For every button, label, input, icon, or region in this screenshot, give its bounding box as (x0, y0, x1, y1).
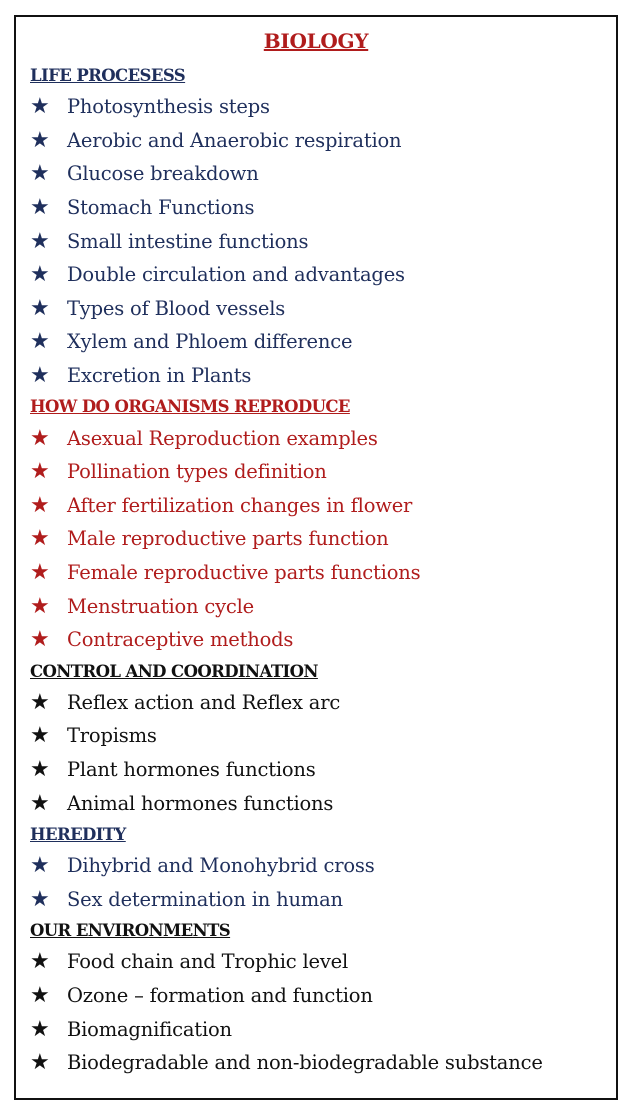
section-heading: LIFE PROCESESS (30, 66, 186, 85)
list-item (30, 786, 610, 820)
section-heading: OUR ENVIRONMENTS (30, 921, 231, 941)
star-icon: ★ (30, 689, 50, 715)
star-icon: ★ (30, 195, 50, 221)
star-icon: ★ (30, 425, 50, 451)
list-item-text: Aerobic and Anaerobic respiration (67, 128, 402, 152)
star-icon: ★ (30, 459, 50, 485)
list-item (30, 1012, 610, 1046)
star-icon: ★ (30, 853, 50, 879)
list-item-text: Sex determination in human (67, 887, 343, 911)
star-icon: ★ (30, 756, 50, 782)
star-icon: ★ (30, 94, 50, 120)
star-icon: ★ (30, 593, 50, 619)
list-item (30, 686, 610, 720)
list-item-text: Photosynthesis steps (67, 95, 270, 119)
page-title: BIOLOGY (263, 29, 369, 53)
star-icon: ★ (30, 982, 50, 1008)
list-item (30, 421, 610, 455)
section-heading: HEREDITY (30, 824, 126, 844)
list-item (30, 979, 610, 1013)
list-item (30, 489, 610, 523)
list-item-text: Dihybrid and Monohybrid cross (67, 854, 375, 878)
list-item-text: Male reproductive parts function (67, 527, 389, 551)
star-icon: ★ (30, 127, 50, 153)
list-item-text: Glucose breakdown (67, 162, 259, 186)
list-item-text: Types of Blood vessels (67, 296, 286, 320)
list-item (30, 224, 610, 258)
star-icon: ★ (30, 329, 50, 355)
star-icon: ★ (30, 1050, 50, 1076)
list-item (30, 157, 610, 191)
list-item (30, 719, 610, 753)
list-item (30, 753, 610, 787)
list-item-text: Female reproductive parts functions (67, 561, 421, 585)
list-item-text: Excretion in Plants (67, 364, 252, 388)
list-item (30, 124, 610, 158)
star-icon: ★ (30, 560, 50, 586)
list-item-text: Stomach Functions (67, 196, 255, 220)
star-icon: ★ (30, 723, 50, 749)
star-icon: ★ (30, 949, 50, 975)
star-icon: ★ (30, 886, 50, 912)
star-icon: ★ (30, 262, 50, 288)
list-item-text: After fertilization changes in flower (67, 493, 413, 517)
star-icon: ★ (30, 161, 50, 187)
list-item-text: Pollination types definition (67, 460, 327, 484)
list-item-text: Xylem and Phloem difference (67, 330, 353, 354)
star-icon: ★ (30, 363, 50, 389)
star-icon: ★ (30, 526, 50, 552)
list-item-text: Tropisms (67, 724, 157, 748)
list-item (30, 455, 610, 489)
list-item-text: Double circulation and advantages (67, 263, 405, 287)
star-icon: ★ (30, 492, 50, 518)
list-item (30, 882, 610, 916)
list-item (30, 623, 610, 657)
list-item (30, 522, 610, 556)
list-item-text: Biodegradable and non-biodegradable substance (67, 1051, 543, 1075)
list-item (30, 849, 610, 883)
list-item-text: Small intestine functions (67, 229, 309, 253)
list-item-text: Food chain and Trophic level (67, 950, 349, 974)
list-item (30, 292, 610, 326)
document-frame (14, 15, 618, 1100)
star-icon: ★ (30, 790, 50, 816)
section-heading: CONTROL AND COORDINATION (30, 661, 318, 681)
star-icon: ★ (30, 627, 50, 653)
star-icon: ★ (30, 295, 50, 321)
list-item-text: Ozone – formation and function (67, 983, 373, 1007)
list-item-text: Animal hormones functions (67, 791, 334, 815)
star-icon: ★ (30, 228, 50, 254)
list-item-text: Contraceptive methods (67, 628, 294, 652)
list-item (30, 589, 610, 623)
list-item (30, 325, 610, 359)
list-item (30, 945, 610, 979)
list-item (30, 1046, 610, 1080)
topic-list (30, 61, 610, 1079)
list-item (30, 90, 610, 124)
list-item-text: Menstruation cycle (67, 594, 255, 618)
star-icon: ★ (30, 1016, 50, 1042)
list-item (30, 191, 610, 225)
list-item (30, 359, 610, 393)
list-item-text: Biomagnification (67, 1017, 232, 1041)
section-heading: HOW DO ORGANISMS REPRODUCE (30, 397, 350, 417)
list-item (30, 556, 610, 590)
list-item-text: Asexual Reproduction examples (67, 426, 378, 450)
list-item-text: Plant hormones functions (67, 757, 316, 781)
list-item (30, 258, 610, 292)
list-item-text: Reflex action and Reflex arc (67, 690, 341, 714)
